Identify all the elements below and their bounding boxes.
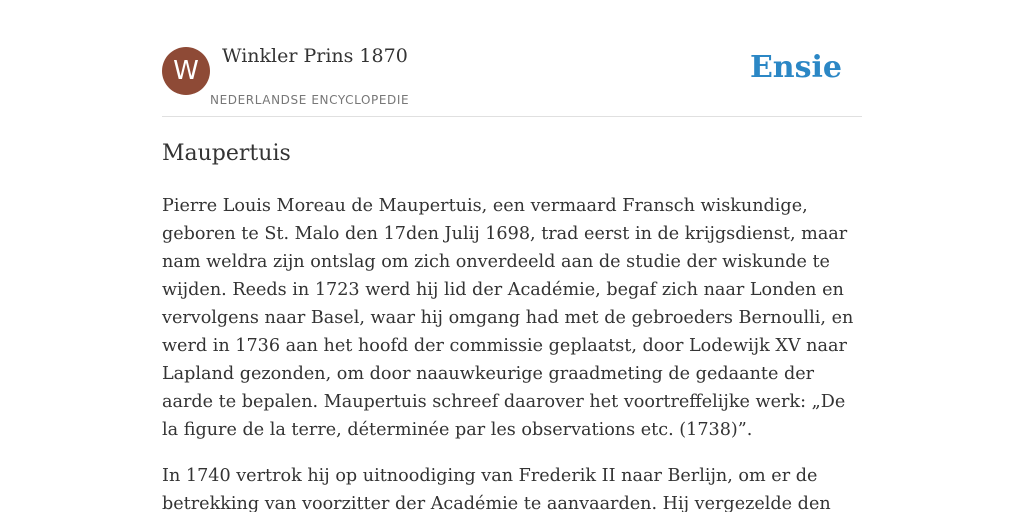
article [162, 136, 862, 512]
article-paragraph: In 1740 vertrok hij op uitnoodiging van Frederik II naar Berlijn, om er de betrekking van voorzitter der Académie te aanvaarden. Hij vergezelde den [162, 466, 831, 512]
source-avatar[interactable]: W [162, 47, 210, 95]
ensie-logo-link[interactable]: Ensie [749, 50, 842, 85]
article-body [162, 192, 862, 512]
header [162, 0, 862, 117]
source-subtitle: NEDERLANDSE ENCYCLOPEDIE [210, 93, 410, 107]
source-title[interactable]: Winkler Prins 1870 [222, 45, 408, 67]
article-paragraph: Pierre Louis Moreau de Maupertuis, een vermaard Fransch wiskundige, geboren te St. Malo den 17den Julij 1698, trad eerst in de krijgsdienst, maar nam weldra zijn ontslag om zich onverdeeld aan de studie der wiskunde te wijden. Reeds in 1723 werd hij lid der Académie, begaf zich naar Londen en vervolgens naar Basel, waar hij omgang had met de gebroeders Bernoulli, en werd in 1736 aan het hoofd der commissie geplaatst, door Lodewijk XV naar Lapland gezonden, om door naauwkeurige graadmeting de gedaante der aarde te bepalen. Maupertuis schreef daarover het voortreffelijke werk: „De la figure de la terre, déterminée par les observations etc. (1738)”. [162, 196, 854, 440]
article-title: Maupertuis [162, 141, 291, 166]
